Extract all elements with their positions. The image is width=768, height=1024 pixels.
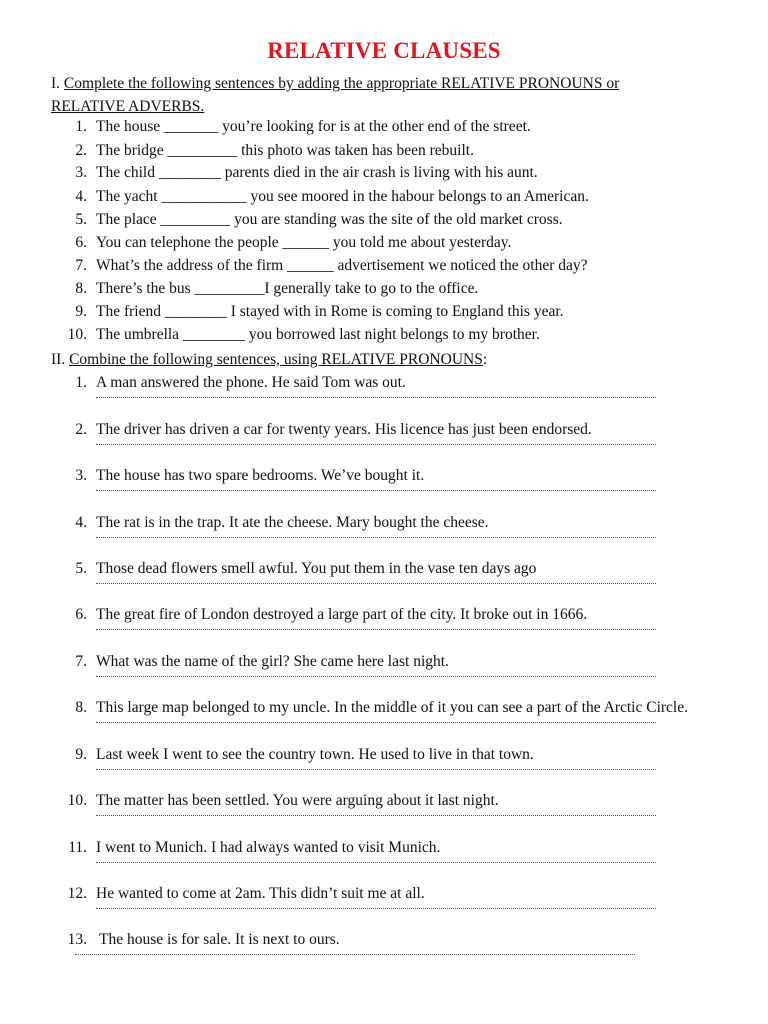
- list-item: [0, 653, 768, 699]
- item-number: 10.: [67, 326, 87, 343]
- item-number: 2.: [75, 142, 87, 159]
- answer-line[interactable]: [96, 627, 656, 630]
- item-number: 11.: [68, 839, 87, 856]
- answer-line[interactable]: [96, 535, 656, 538]
- item-sentence: The bridge _________ this photo was taken has been rebuilt.: [96, 142, 474, 159]
- item-sentence: The great fire of London destroyed a large part of the city. It broke out in 1666.: [96, 606, 588, 623]
- item-number: 5.: [75, 211, 87, 228]
- item-number: 8.: [75, 280, 87, 297]
- item-number: 4.: [75, 188, 87, 205]
- item-sentence: The umbrella ________ you borrowed last night belongs to my brother.: [96, 326, 540, 343]
- answer-line[interactable]: [96, 813, 656, 816]
- list-item: [0, 188, 768, 210]
- list-item: [0, 211, 768, 233]
- item-number: 9.: [75, 746, 87, 763]
- list-item: [0, 467, 768, 513]
- list-item: [0, 280, 768, 302]
- list-item: [0, 746, 768, 792]
- item-number: 12.: [67, 885, 87, 902]
- item-sentence: Last week I went to see the country town. He used to live in that town.: [96, 746, 534, 763]
- item-number: 3.: [75, 164, 87, 181]
- section2-instruction-suffix: :: [482, 351, 488, 368]
- list-item: [0, 885, 768, 931]
- section1-prefix: I.: [51, 75, 64, 92]
- answer-line[interactable]: [96, 395, 656, 398]
- list-item: [0, 374, 768, 420]
- section2-instruction-text: Combine the following sentences, using: [69, 351, 322, 368]
- list-item: [0, 560, 768, 606]
- item-number: 6.: [75, 234, 87, 251]
- list-item: [0, 606, 768, 652]
- list-item: [0, 164, 768, 186]
- section1-instruction-line2: RELATIVE ADVERBS.: [51, 97, 205, 115]
- item-sentence: This large map belonged to my uncle. In the middle of it you can see a part of the Arctic Circle.: [96, 699, 688, 716]
- item-number: 1.: [75, 118, 87, 135]
- answer-line[interactable]: [96, 860, 656, 863]
- item-sentence: The friend ________ I stayed with in Rome is coming to England this year.: [96, 303, 564, 320]
- answer-line[interactable]: [96, 720, 656, 723]
- answer-line[interactable]: [75, 952, 635, 955]
- answer-line[interactable]: [96, 488, 656, 491]
- item-sentence: The place _________ you are standing was the site of the old market cross.: [96, 211, 563, 228]
- answer-line[interactable]: [96, 674, 656, 677]
- item-number: 7.: [75, 653, 87, 670]
- item-sentence: You can telephone the people ______ you told me about yesterday.: [96, 234, 512, 251]
- answer-line[interactable]: [96, 906, 656, 909]
- item-number: 4.: [75, 514, 87, 531]
- answer-line[interactable]: [96, 442, 656, 445]
- item-sentence: The yacht ___________ you see moored in the habour belongs to an American.: [96, 188, 589, 205]
- item-number: 2.: [75, 421, 87, 438]
- section2-prefix: II.: [51, 351, 70, 368]
- item-number: 10.: [67, 792, 87, 809]
- section2-instruction: [51, 351, 487, 369]
- section1-instruction-line1: Complete the following sentences by adding the appropriate RELATIVE PRONOUNS or: [63, 75, 620, 92]
- list-item: [0, 839, 768, 885]
- list-item: [0, 421, 768, 467]
- item-sentence: The house is for sale. It is next to ours.: [99, 931, 340, 948]
- list-item: [0, 303, 768, 325]
- section1-instruction: [51, 73, 751, 118]
- list-item: [0, 931, 768, 977]
- list-item: [0, 699, 768, 745]
- item-number: 1.: [75, 374, 87, 391]
- item-sentence: The house has two spare bedrooms. We’ve bought it.: [96, 467, 425, 484]
- page-title: RELATIVE CLAUSES: [267, 38, 501, 63]
- list-item: [0, 326, 768, 348]
- item-sentence: A man answered the phone. He said Tom was out.: [96, 374, 406, 391]
- item-sentence: The house _______ you’re looking for is at the other end of the street.: [96, 118, 531, 135]
- item-number: 13.: [67, 931, 87, 948]
- item-sentence: I went to Munich. I had always wanted to visit Munich.: [96, 839, 441, 856]
- answer-line[interactable]: [96, 581, 656, 584]
- item-sentence: The driver has driven a car for twenty years. His licence has just been endorsed.: [96, 421, 592, 438]
- section2-instruction-keyword: RELATIVE PRONOUNS: [321, 351, 483, 368]
- item-sentence: What was the name of the girl? She came here last night.: [96, 653, 449, 670]
- list-item: [0, 514, 768, 560]
- item-sentence: The matter has been settled. You were arguing about it last night.: [96, 792, 499, 809]
- item-sentence: What’s the address of the firm ______ advertisement we noticed the other day?: [96, 257, 588, 274]
- list-item: [0, 118, 768, 140]
- item-sentence: The rat is in the trap. It ate the cheese. Mary bought the cheese.: [96, 514, 489, 531]
- item-sentence: There’s the bus _________I generally take to go to the office.: [96, 280, 479, 297]
- item-number: 3.: [75, 467, 87, 484]
- list-item: [0, 792, 768, 838]
- item-number: 8.: [75, 699, 87, 716]
- item-number: 7.: [75, 257, 87, 274]
- item-sentence: He wanted to come at 2am. This didn’t suit me at all.: [96, 885, 425, 902]
- item-number: 9.: [75, 303, 87, 320]
- item-number: 6.: [75, 606, 87, 623]
- list-item: [0, 257, 768, 279]
- list-item: [0, 142, 768, 164]
- item-number: 5.: [75, 560, 87, 577]
- item-sentence: The child ________ parents died in the air crash is living with his aunt.: [96, 164, 538, 181]
- answer-line[interactable]: [96, 767, 656, 770]
- list-item: [0, 234, 768, 256]
- item-sentence: Those dead flowers smell awful. You put them in the vase ten days ago: [96, 560, 537, 577]
